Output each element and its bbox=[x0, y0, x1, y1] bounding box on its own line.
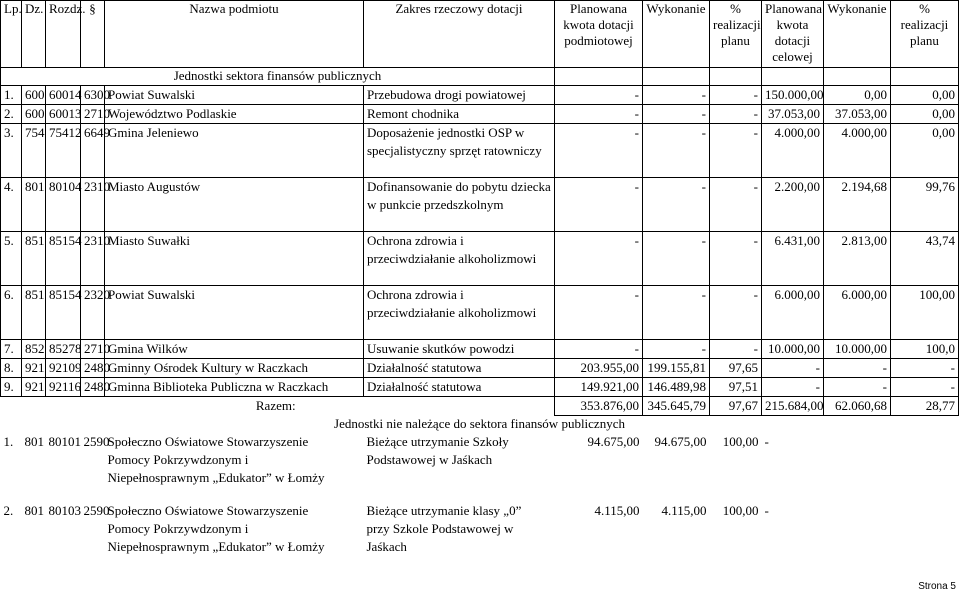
table-row bbox=[1, 433, 959, 502]
row-planowana-podmiotowa: - bbox=[555, 232, 643, 286]
table-row bbox=[1, 178, 959, 232]
row-wykonanie-celowa: - bbox=[824, 359, 891, 378]
total-label: Razem: bbox=[255, 398, 296, 413]
row-zakres: Działalność statutowa bbox=[364, 378, 555, 397]
row-planowana-podmiotowa: 4.115,00 bbox=[594, 503, 640, 518]
row-wykonanie-podmiotowa: - bbox=[643, 232, 710, 286]
row-zakres: Bieżące utrzymanie klasy „0” przy Szkole Podstawowej w Jaśkach bbox=[366, 503, 522, 554]
row-planowana-podmiotowa: - bbox=[555, 105, 643, 124]
row-planowana-celowa: - bbox=[762, 378, 824, 397]
row-wykonanie-podmiotowa: - bbox=[643, 340, 710, 359]
row-dz: 801 bbox=[24, 434, 44, 449]
row-procent-podmiotowa: - bbox=[710, 86, 762, 105]
row-procent-podmiotowa: - bbox=[710, 178, 762, 232]
row-lp: 5. bbox=[1, 232, 22, 286]
row-lp: 2. bbox=[1, 105, 22, 124]
header-nazwa: Nazwa podmiotu bbox=[105, 1, 364, 68]
empty-cell bbox=[710, 68, 762, 86]
row-planowana-celowa: - bbox=[762, 359, 824, 378]
empty-cell bbox=[824, 68, 891, 86]
row-dz: 801 bbox=[24, 503, 44, 518]
row-rozdz: 85154 bbox=[46, 232, 81, 286]
row-planowana-podmiotowa: - bbox=[555, 124, 643, 178]
row-planowana-podmiotowa: - bbox=[555, 340, 643, 359]
row-paragraph: 2310 bbox=[81, 232, 105, 286]
row-rozdz: 80103 bbox=[48, 503, 81, 518]
row-zakres: Doposażenie jednostki OSP w specjalistyczny sprzęt ratowniczy bbox=[364, 124, 555, 178]
row-paragraph: 2480 bbox=[81, 378, 105, 397]
row-paragraph: 2710 bbox=[81, 105, 105, 124]
row-lp: 3. bbox=[1, 124, 22, 178]
row-procent-podmiotowa: - bbox=[710, 105, 762, 124]
row-planowana-celowa: - bbox=[764, 434, 769, 449]
total-planowana-celowa: 215.684,00 bbox=[762, 397, 824, 416]
row-planowana-celowa: 2.200,00 bbox=[762, 178, 824, 232]
table-row bbox=[1, 378, 959, 397]
row-nazwa: Gmina Wilków bbox=[105, 340, 364, 359]
row-rozdz: 85154 bbox=[46, 286, 81, 340]
header-paragraph: § bbox=[81, 1, 105, 68]
row-procent-podmiotowa: 100,00 bbox=[722, 503, 759, 518]
row-dz: 851 bbox=[22, 286, 46, 340]
row-wykonanie-celowa: - bbox=[824, 378, 891, 397]
row-dz: 851 bbox=[22, 232, 46, 286]
row-wykonanie-podmiotowa: 199.155,81 bbox=[643, 359, 710, 378]
empty-cell bbox=[824, 433, 891, 502]
row-rozdz: 92116 bbox=[46, 378, 81, 397]
table-row bbox=[1, 286, 959, 340]
row-procent-celowa: 99,76 bbox=[891, 178, 959, 232]
header-procent-1: % realizacji planu bbox=[710, 1, 762, 68]
row-wykonanie-podmiotowa: - bbox=[643, 286, 710, 340]
row-dz: 921 bbox=[22, 378, 46, 397]
row-rozdz: 85278 bbox=[46, 340, 81, 359]
row-procent-podmiotowa: 97,51 bbox=[710, 378, 762, 397]
row-zakres: Ochrona zdrowia i przeciwdziałanie alkoholizmowi bbox=[364, 286, 555, 340]
row-procent-podmiotowa: 100,00 bbox=[722, 434, 759, 449]
row-paragraph: 2320 bbox=[81, 286, 105, 340]
row-wykonanie-celowa: 10.000,00 bbox=[824, 340, 891, 359]
row-lp: 9. bbox=[1, 378, 22, 397]
row-planowana-podmiotowa: 94.675,00 bbox=[587, 434, 640, 449]
empty-cell bbox=[891, 502, 959, 572]
row-zakres: Dofinansowanie do pobytu dziecka w punkcie przedszkolnym bbox=[364, 178, 555, 232]
row-planowana-celowa: 6.431,00 bbox=[762, 232, 824, 286]
empty-cell bbox=[824, 502, 891, 572]
row-nazwa: Województwo Podlaskie bbox=[105, 105, 364, 124]
header-lp: Lp. bbox=[1, 1, 22, 68]
row-dz: 921 bbox=[22, 359, 46, 378]
row-planowana-celowa: 37.053,00 bbox=[762, 105, 824, 124]
row-nazwa: Miasto Augustów bbox=[105, 178, 364, 232]
row-paragraph: 2590 bbox=[83, 503, 110, 518]
total-procent-celowa: 28,77 bbox=[891, 397, 959, 416]
section-header-row bbox=[1, 416, 959, 434]
row-zakres: Bieżące utrzymanie Szkoły Podstawowej w Jaśkach bbox=[366, 434, 509, 467]
empty-cell bbox=[643, 68, 710, 86]
row-lp: 1. bbox=[1, 86, 22, 105]
table-row bbox=[1, 105, 959, 124]
row-planowana-celowa: 4.000,00 bbox=[762, 124, 824, 178]
row-zakres: Działalność statutowa bbox=[364, 359, 555, 378]
row-paragraph: 2590 bbox=[83, 434, 110, 449]
row-planowana-celowa: - bbox=[764, 503, 769, 518]
section-title-nonpublic: Jednostki nie należące do sektora finansów publicznych bbox=[334, 416, 625, 431]
row-wykonanie-podmiotowa: 94.675,00 bbox=[654, 434, 707, 449]
row-rozdz: 60013 bbox=[46, 105, 81, 124]
row-dz: 600 bbox=[22, 86, 46, 105]
row-nazwa: Gminna Biblioteka Publiczna w Raczkach bbox=[105, 378, 364, 397]
row-paragraph: 2480 bbox=[81, 359, 105, 378]
row-dz: 600 bbox=[22, 105, 46, 124]
row-planowana-podmiotowa: - bbox=[555, 86, 643, 105]
row-nazwa: Miasto Suwałki bbox=[105, 232, 364, 286]
row-nazwa: Gmina Jeleniewo bbox=[105, 124, 364, 178]
row-procent-podmiotowa: - bbox=[710, 286, 762, 340]
table-row bbox=[1, 359, 959, 378]
row-lp: 4. bbox=[1, 178, 22, 232]
row-wykonanie-podmiotowa: - bbox=[643, 178, 710, 232]
row-rozdz: 80101 bbox=[48, 434, 81, 449]
row-lp: 2. bbox=[3, 503, 14, 518]
row-procent-celowa: - bbox=[891, 378, 959, 397]
row-lp: 6. bbox=[1, 286, 22, 340]
row-procent-podmiotowa: 97,65 bbox=[710, 359, 762, 378]
row-planowana-podmiotowa: 149.921,00 bbox=[555, 378, 643, 397]
total-planowana-podmiotowa: 353.876,00 bbox=[555, 397, 643, 416]
row-nazwa: Społeczno Oświatowe Stowarzyszenie Pomocy Pokrzywdzonym i Niepełnosprawnym „Edukator” w Łomży bbox=[107, 434, 325, 485]
row-zakres: Przebudowa drogi powiatowej bbox=[364, 86, 555, 105]
page-number: Strona 5 bbox=[918, 581, 956, 592]
table-row bbox=[1, 340, 959, 359]
row-zakres: Usuwanie skutków powodzi bbox=[364, 340, 555, 359]
empty-cell bbox=[891, 433, 959, 502]
row-paragraph: 2710 bbox=[81, 340, 105, 359]
row-rozdz: 60014 bbox=[46, 86, 81, 105]
row-planowana-celowa: 10.000,00 bbox=[762, 340, 824, 359]
row-procent-celowa: - bbox=[891, 359, 959, 378]
row-nazwa: Gminny Ośrodek Kultury w Raczkach bbox=[105, 359, 364, 378]
row-zakres: Remont chodnika bbox=[364, 105, 555, 124]
row-planowana-podmiotowa: 203.955,00 bbox=[555, 359, 643, 378]
row-wykonanie-celowa: 2.194,68 bbox=[824, 178, 891, 232]
section-title-public: Jednostki sektora finansów publicznych bbox=[1, 68, 555, 86]
row-planowana-podmiotowa: - bbox=[555, 286, 643, 340]
total-row bbox=[1, 397, 959, 416]
row-nazwa: Powiat Suwalski bbox=[105, 286, 364, 340]
row-dz: 801 bbox=[22, 178, 46, 232]
row-procent-celowa: 0,00 bbox=[891, 105, 959, 124]
total-wykonanie-podmiotowa: 345.645,79 bbox=[643, 397, 710, 416]
row-planowana-celowa: 6.000,00 bbox=[762, 286, 824, 340]
row-nazwa: Powiat Suwalski bbox=[105, 86, 364, 105]
row-procent-celowa: 100,00 bbox=[891, 286, 959, 340]
total-procent-podmiotowa: 97,67 bbox=[710, 397, 762, 416]
section-header-row bbox=[1, 68, 959, 86]
table-row bbox=[1, 502, 959, 572]
header-planowana-podmiotowa: Planowana kwota dotacji podmiotowej bbox=[555, 1, 643, 68]
empty-cell bbox=[762, 68, 824, 86]
row-procent-podmiotowa: - bbox=[710, 124, 762, 178]
row-wykonanie-podmiotowa: - bbox=[643, 124, 710, 178]
row-rozdz: 80104 bbox=[46, 178, 81, 232]
row-paragraph: 2310 bbox=[81, 178, 105, 232]
row-wykonanie-podmiotowa: 146.489,98 bbox=[643, 378, 710, 397]
row-wykonanie-podmiotowa: - bbox=[643, 86, 710, 105]
table-row bbox=[1, 124, 959, 178]
row-lp: 7. bbox=[1, 340, 22, 359]
row-rozdz: 75412 bbox=[46, 124, 81, 178]
row-procent-podmiotowa: - bbox=[710, 340, 762, 359]
row-lp: 1. bbox=[3, 434, 14, 449]
row-procent-celowa: 0,00 bbox=[891, 86, 959, 105]
row-wykonanie-celowa: 6.000,00 bbox=[824, 286, 891, 340]
empty-cell bbox=[555, 68, 643, 86]
row-paragraph: 6649 bbox=[81, 124, 105, 178]
table-row bbox=[1, 86, 959, 105]
row-lp: 8. bbox=[1, 359, 22, 378]
empty-cell bbox=[891, 68, 959, 86]
header-planowana-celowa: Planowana kwota dotacji celowej bbox=[762, 1, 824, 68]
row-planowana-celowa: 150.000,00 bbox=[762, 86, 824, 105]
row-procent-celowa: 100,0 bbox=[891, 340, 959, 359]
table-row bbox=[1, 232, 959, 286]
row-wykonanie-celowa: 37.053,00 bbox=[824, 105, 891, 124]
row-wykonanie-celowa: 2.813,00 bbox=[824, 232, 891, 286]
row-wykonanie-celowa: 0,00 bbox=[824, 86, 891, 105]
row-procent-podmiotowa: - bbox=[710, 232, 762, 286]
row-procent-celowa: 0,00 bbox=[891, 124, 959, 178]
header-dz: Dz. bbox=[22, 1, 46, 68]
row-dz: 754 bbox=[22, 124, 46, 178]
row-planowana-podmiotowa: - bbox=[555, 178, 643, 232]
row-wykonanie-celowa: 4.000,00 bbox=[824, 124, 891, 178]
row-wykonanie-podmiotowa: 4.115,00 bbox=[661, 503, 707, 518]
header-wykonanie-1: Wykonanie bbox=[643, 1, 710, 68]
row-dz: 852 bbox=[22, 340, 46, 359]
row-zakres: Ochrona zdrowia i przeciwdziałanie alkoholizmowi bbox=[364, 232, 555, 286]
header-rozdz: Rozdz. bbox=[46, 1, 81, 68]
header-procent-2: % realizacji planu bbox=[891, 1, 959, 68]
row-procent-celowa: 43,74 bbox=[891, 232, 959, 286]
row-nazwa: Społeczno Oświatowe Stowarzyszenie Pomocy Pokrzywdzonym i Niepełnosprawnym „Edukator” w Łomży bbox=[107, 503, 325, 554]
total-wykonanie-celowa: 62.060,68 bbox=[824, 397, 891, 416]
row-rozdz: 92109 bbox=[46, 359, 81, 378]
header-wykonanie-2: Wykonanie bbox=[824, 1, 891, 68]
row-paragraph: 6300 bbox=[81, 86, 105, 105]
row-wykonanie-podmiotowa: - bbox=[643, 105, 710, 124]
header-zakres: Zakres rzeczowy dotacji bbox=[364, 1, 555, 68]
